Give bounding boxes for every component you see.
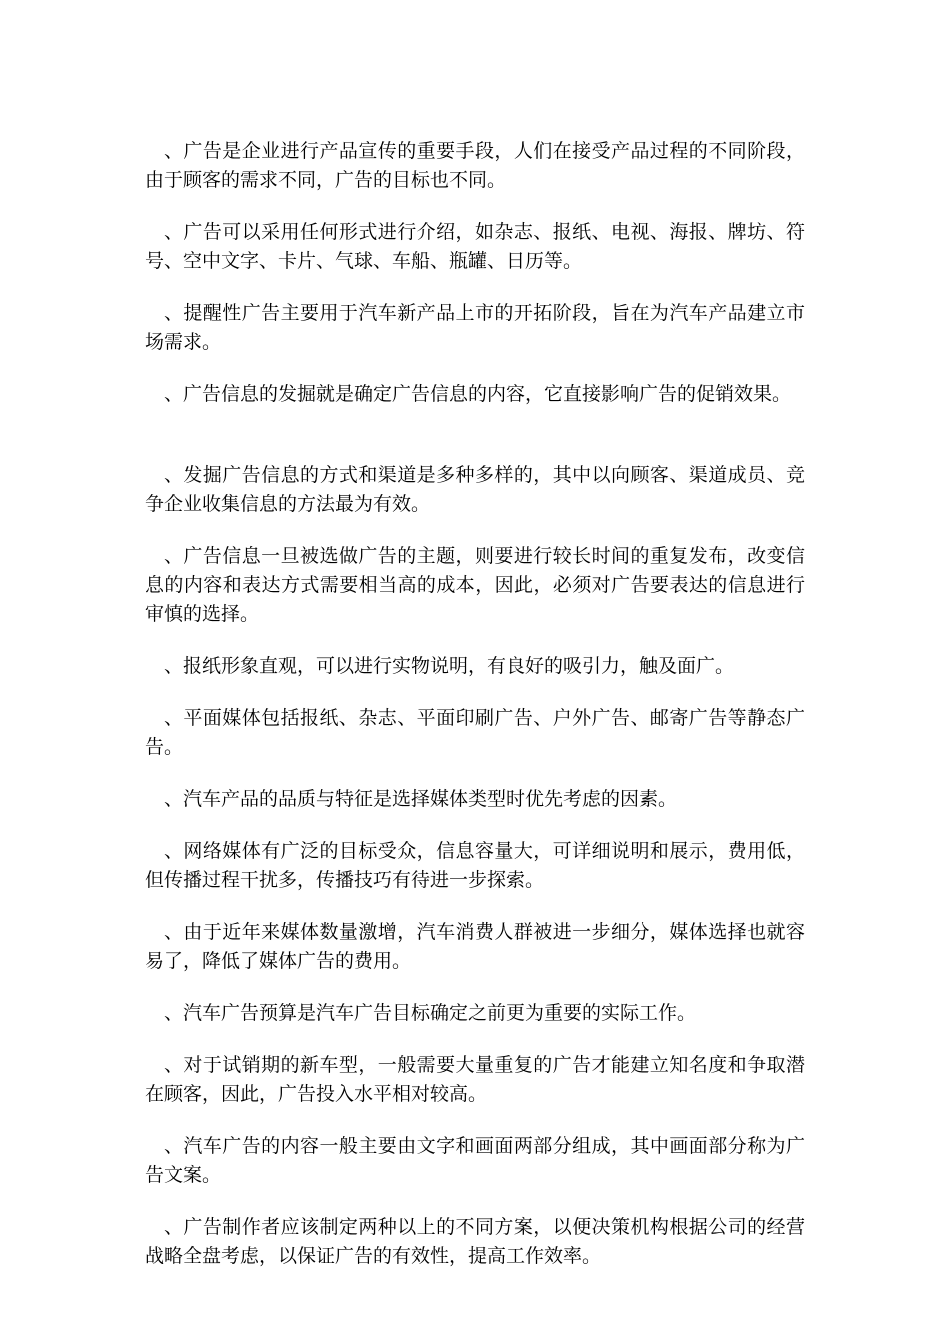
statement-3: 、提醒性广告主要用于汽车新产品上市的开拓阶段，旨在为汽车产品建立市场需求。: [145, 302, 805, 353]
document-body: [145, 137, 805, 1271]
statement-1: 、广告是企业进行产品宣传的重要手段，人们在接受产品过程的不同阶段，由于顾客的需求不同，广告的目标也不同。: [145, 140, 805, 191]
statement-2: 、广告可以采用任何形式进行介绍，如杂志、报纸、电视、海报、牌坊、符号、空中文字、卡片、气球、车船、瓶罐、日历等。: [145, 221, 805, 272]
statement-11: 、由于近年来媒体数量激增，汽车消费人群被进一步细分，媒体选择也就容易了，降低了媒体广告的费用。: [145, 921, 805, 972]
statement-14: 、汽车广告的内容一般主要由文字和画面两部分组成，其中画面部分称为广告文案。: [145, 1135, 805, 1186]
statement-12: 、汽车广告预算是汽车广告目标确定之前更为重要的实际工作。: [164, 1002, 697, 1024]
statement-9: 、汽车产品的品质与特征是选择媒体类型时优先考虑的因素。: [164, 788, 678, 810]
statement-7: 、报纸形象直观，可以进行实物说明，有良好的吸引力，触及面广。: [164, 655, 735, 677]
statement-15: 、广告制作者应该制定两种以上的不同方案，以便决策机构根据公司的经营战略全盘考虑，以保证广告的有效性，提高工作效率。: [145, 1216, 805, 1267]
statement-6: 、广告信息一旦被选做广告的主题，则要进行较长时间的重复发布，改变信息的内容和表达方式需要相当高的成本，因此，必须对广告要表达的信息进行审慎的选择。: [145, 545, 805, 625]
statement-8: 、平面媒体包括报纸、杂志、平面印刷广告、户外广告、邮寄广告等静态广告。: [145, 707, 805, 758]
statement-13: 、对于试销期的新车型，一般需要大量重复的广告才能建立知名度和争取潜在顾客，因此，广告投入水平相对较高。: [145, 1054, 805, 1105]
statement-4: 、广告信息的发掘就是确定广告信息的内容，它直接影响广告的促销效果。: [164, 383, 792, 405]
statement-5: 、发掘广告信息的方式和渠道是多种多样的，其中以向顾客、渠道成员、竞争企业收集信息的方法最为有效。: [145, 464, 805, 515]
statement-10: 、网络媒体有广泛的目标受众，信息容量大，可详细说明和展示，费用低，但传播过程干扰多，传播技巧有待进一步探索。: [145, 840, 805, 891]
